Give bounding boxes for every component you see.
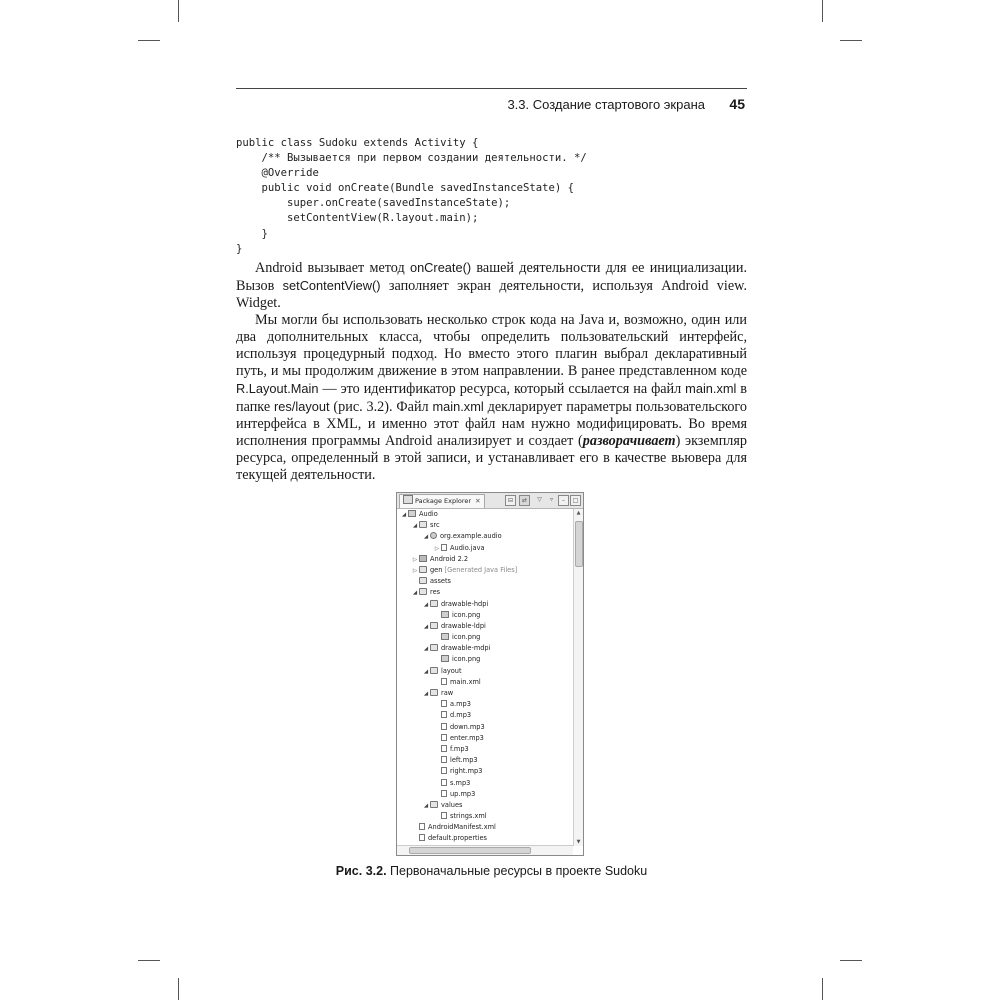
text-run: ) экземпляр ресурса, определенный в этой записи, и устанавливает его в качестве вьювера для текущей деятельности. bbox=[236, 433, 747, 483]
collapsed-arrow-icon[interactable]: ▷ bbox=[412, 556, 418, 563]
folder-icon bbox=[430, 689, 438, 696]
tree-item[interactable] bbox=[397, 554, 571, 565]
tree-item[interactable] bbox=[397, 677, 571, 688]
tree-item[interactable] bbox=[397, 543, 571, 554]
crop-mark bbox=[840, 40, 862, 41]
tree-item-label: gen bbox=[430, 565, 443, 574]
chevron-down-icon[interactable]: ▿ bbox=[549, 496, 553, 503]
tree-item-label: enter.mp3 bbox=[450, 733, 484, 742]
scroll-down-icon[interactable]: ▼ bbox=[576, 839, 581, 845]
tree-item[interactable] bbox=[397, 576, 571, 587]
xml-file-icon bbox=[441, 678, 447, 685]
tree-item-label: main.xml bbox=[450, 677, 481, 686]
tree-item[interactable] bbox=[397, 688, 571, 699]
emphasis-term: разворачивает bbox=[582, 433, 676, 449]
expanded-arrow-icon[interactable]: ◢ bbox=[412, 590, 418, 597]
tree-item[interactable] bbox=[397, 833, 571, 844]
package-explorer-icon bbox=[403, 495, 413, 504]
file-icon bbox=[419, 834, 425, 841]
link-with-editor-icon[interactable]: ⇄ bbox=[519, 495, 530, 506]
tree-item-label: res bbox=[430, 588, 441, 597]
code-line: @Override bbox=[236, 167, 319, 180]
tree-item[interactable] bbox=[397, 531, 571, 542]
text-run: в папке bbox=[236, 381, 748, 415]
text-run: (рис. 3.2). Файл bbox=[329, 399, 433, 415]
tree-item-label: right.mp3 bbox=[450, 767, 483, 776]
folder-icon bbox=[419, 577, 427, 584]
expanded-arrow-icon[interactable]: ◢ bbox=[423, 802, 429, 809]
tree-item[interactable] bbox=[397, 744, 571, 755]
file-icon bbox=[441, 711, 447, 718]
maximize-icon[interactable]: □ bbox=[570, 495, 581, 506]
code-term: R.Layout.Main bbox=[236, 381, 319, 396]
tree-item-label: src bbox=[430, 521, 440, 530]
file-icon bbox=[441, 723, 447, 730]
tree-item[interactable] bbox=[397, 822, 571, 833]
tree-item-label: default.properties bbox=[428, 834, 487, 843]
file-icon bbox=[441, 745, 447, 752]
expanded-arrow-icon[interactable]: ◢ bbox=[423, 623, 429, 630]
tree-item-label: layout bbox=[441, 666, 462, 675]
tree-item-label: drawable-hdpi bbox=[441, 599, 489, 608]
file-icon bbox=[441, 756, 447, 763]
tree-item-label: d.mp3 bbox=[450, 711, 472, 720]
tree-item[interactable] bbox=[397, 733, 571, 744]
tree-item-label: up.mp3 bbox=[450, 789, 476, 798]
tree-item[interactable] bbox=[397, 621, 571, 632]
collapsed-arrow-icon[interactable]: ▷ bbox=[412, 567, 418, 574]
caption-text: Первоначальные ресурсы в проекте Sudoku bbox=[386, 864, 648, 878]
tree-item-label: raw bbox=[441, 689, 454, 697]
code-term: main.xml bbox=[685, 381, 737, 396]
project-tree bbox=[397, 509, 571, 845]
paragraph-2 bbox=[236, 312, 747, 484]
tree-item[interactable] bbox=[397, 599, 571, 610]
crop-mark bbox=[822, 0, 823, 22]
text-run: вашей деятельности для ее инициализации. Вызов bbox=[236, 260, 747, 294]
scrollbar-thumb[interactable] bbox=[409, 847, 531, 854]
tree-item[interactable] bbox=[397, 509, 571, 520]
scroll-up-icon[interactable]: ▲ bbox=[576, 510, 581, 516]
java-file-icon bbox=[441, 544, 447, 551]
tree-item-label: a.mp3 bbox=[450, 700, 471, 709]
package-icon bbox=[430, 532, 437, 539]
xml-file-icon bbox=[441, 812, 447, 819]
folder-icon bbox=[430, 644, 438, 651]
tree-item-label: down.mp3 bbox=[450, 722, 485, 731]
tree-item[interactable] bbox=[397, 789, 571, 800]
xml-file-icon bbox=[419, 823, 425, 830]
crop-mark bbox=[822, 978, 823, 1000]
image-file-icon bbox=[441, 655, 449, 662]
tree-item-label: drawable-ldpi bbox=[441, 621, 486, 630]
package-explorer-tab[interactable] bbox=[399, 494, 485, 508]
expanded-arrow-icon[interactable]: ◢ bbox=[423, 534, 429, 541]
tree-item-decoration: [Generated Java Files] bbox=[442, 565, 518, 574]
tree-item-label: left.mp3 bbox=[450, 756, 478, 765]
expanded-arrow-icon[interactable]: ◢ bbox=[423, 691, 429, 697]
figure-label: Рис. 3.2. bbox=[335, 864, 387, 878]
library-icon bbox=[419, 555, 427, 562]
page-number: 45 bbox=[729, 96, 745, 112]
view-tab-bar bbox=[397, 493, 583, 509]
project-icon bbox=[408, 510, 416, 517]
text-run: заполняет экран деятельности, используя Android view. Widget. bbox=[236, 278, 748, 311]
text-run: — это идентификатор ресурса, который ссылается на файл bbox=[318, 381, 686, 397]
tree-item-label: Audio bbox=[419, 510, 438, 518]
crop-mark bbox=[840, 960, 862, 961]
body-text bbox=[236, 259, 747, 484]
tree-item[interactable] bbox=[397, 755, 571, 766]
tree-item[interactable] bbox=[397, 565, 571, 576]
tree-item[interactable] bbox=[397, 587, 571, 598]
crop-mark bbox=[178, 0, 179, 22]
text-run: Мы могли бы использовать несколько строк кода на Java и, возможно, один или два дополнительных класса, чтобы определить пользовательский интерфейс, используя процедурный подход. Но вместо этого плагин выбрал декларативный путь, и мы продолжим движение в этом направлении. В ранее представленном коде bbox=[236, 312, 747, 379]
tree-item-label: Audio.java bbox=[450, 543, 485, 552]
tree-item-label: strings.xml bbox=[450, 812, 487, 821]
file-icon bbox=[441, 767, 447, 774]
tree-item-label: f.mp3 bbox=[450, 744, 469, 753]
collapsed-arrow-icon[interactable]: ▷ bbox=[434, 545, 440, 552]
expanded-arrow-icon[interactable]: ◢ bbox=[401, 512, 407, 518]
tree-item[interactable] bbox=[397, 766, 571, 777]
file-icon bbox=[441, 779, 447, 786]
expanded-arrow-icon[interactable]: ◢ bbox=[423, 601, 429, 608]
tree-item-label: s.mp3 bbox=[450, 778, 471, 787]
tree-item-label: values bbox=[441, 800, 463, 809]
tree-item[interactable] bbox=[397, 643, 571, 654]
code-term: res/layout bbox=[274, 399, 330, 414]
figure-caption bbox=[236, 864, 747, 878]
tree-item-label: assets bbox=[430, 577, 451, 586]
expanded-arrow-icon[interactable]: ◢ bbox=[423, 668, 429, 675]
horizontal-scrollbar[interactable] bbox=[397, 845, 573, 855]
tree-item-label: icon.png bbox=[452, 655, 481, 664]
crop-mark bbox=[138, 40, 160, 41]
tree-item[interactable] bbox=[397, 632, 571, 643]
source-folder-icon bbox=[419, 566, 427, 573]
close-icon[interactable]: ✕ bbox=[475, 497, 481, 505]
tree-item-label: org.example.audio bbox=[440, 532, 502, 541]
running-header bbox=[236, 88, 747, 115]
tree-item[interactable] bbox=[397, 722, 571, 733]
file-icon bbox=[441, 790, 447, 797]
code-term: onCreate() bbox=[409, 260, 472, 275]
expanded-arrow-icon[interactable]: ◢ bbox=[423, 646, 429, 653]
folder-icon bbox=[430, 600, 438, 607]
collapse-all-icon[interactable]: ⊟ bbox=[505, 495, 516, 506]
tree-item[interactable] bbox=[397, 778, 571, 789]
tree-item[interactable] bbox=[397, 800, 571, 811]
tree-item[interactable] bbox=[397, 811, 571, 822]
code-line: /** Вызывается при первом создании деятельности. */ bbox=[236, 152, 587, 165]
tree-item-label: AndroidManifest.xml bbox=[428, 823, 496, 832]
image-file-icon bbox=[441, 611, 449, 618]
tree-item[interactable] bbox=[397, 666, 571, 677]
scrollbar-thumb[interactable] bbox=[575, 521, 583, 567]
crop-mark bbox=[138, 960, 160, 961]
view-menu-icon[interactable]: ▽ bbox=[537, 496, 542, 503]
code-term: main.xml bbox=[432, 399, 484, 414]
image-file-icon bbox=[441, 633, 449, 640]
code-line: super.onCreate(savedInstanceState); bbox=[236, 197, 511, 210]
tree-item-label: icon.png bbox=[452, 610, 481, 619]
crop-mark bbox=[178, 978, 179, 1000]
tree-item[interactable] bbox=[397, 699, 571, 710]
chapter-section-title: 3.3. Создание стартового экрана bbox=[507, 97, 705, 112]
text-run: Android вызывает метод bbox=[255, 260, 410, 276]
tab-label: Package Explorer bbox=[415, 497, 472, 505]
tree-item[interactable] bbox=[397, 654, 571, 665]
code-line: } bbox=[236, 227, 268, 240]
file-icon bbox=[441, 734, 447, 741]
folder-icon bbox=[430, 622, 438, 629]
code-line: public void onCreate(Bundle savedInstanceState) { bbox=[236, 182, 575, 195]
vertical-scrollbar[interactable] bbox=[573, 509, 583, 846]
tree-item[interactable] bbox=[397, 520, 571, 531]
package-explorer-panel bbox=[396, 492, 584, 856]
folder-icon bbox=[430, 801, 438, 808]
expanded-arrow-icon[interactable]: ◢ bbox=[412, 523, 418, 530]
tree-item[interactable] bbox=[397, 610, 571, 621]
folder-icon bbox=[430, 667, 438, 674]
code-listing bbox=[236, 136, 756, 257]
minimize-icon[interactable]: – bbox=[558, 495, 569, 506]
text-run: декларирует параметры пользовательского интерфейса в XML, и именно этот файл нам нужно модифицировать. Во время исполнения программы Android анализирует и создает ( bbox=[236, 399, 747, 449]
paragraph-1 bbox=[236, 259, 747, 312]
file-icon bbox=[441, 700, 447, 707]
tree-item-label: drawable-mdpi bbox=[441, 644, 491, 653]
source-folder-icon bbox=[419, 521, 427, 528]
code-line: setContentView(R.layout.main); bbox=[236, 212, 479, 225]
code-line: } bbox=[236, 242, 243, 255]
tree-item-label: Android 2.2 bbox=[430, 554, 469, 563]
code-term: setContentView() bbox=[282, 278, 381, 293]
tree-item-label: icon.png bbox=[452, 633, 481, 642]
folder-icon bbox=[419, 588, 427, 595]
code-line: public class Sudoku extends Activity { bbox=[236, 137, 479, 149]
tree-item[interactable] bbox=[397, 710, 571, 721]
